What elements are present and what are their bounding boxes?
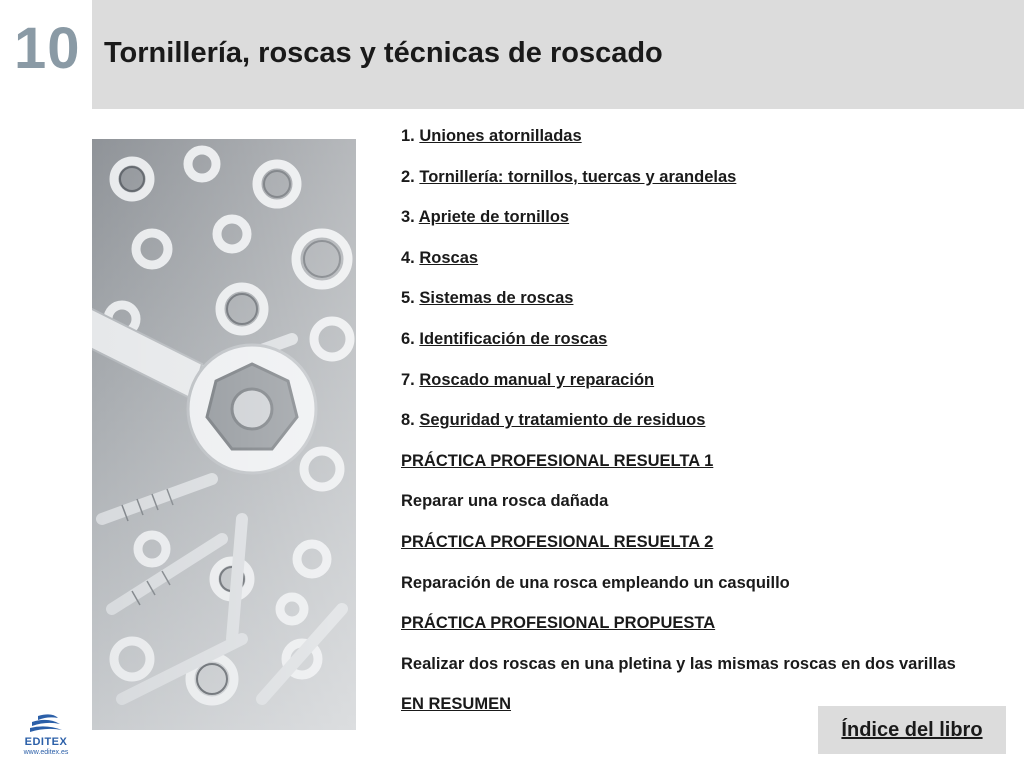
toc-item[interactable]: 5. Sistemas de roscas [401, 289, 574, 308]
toc-link-uniones-atornilladas[interactable]: Uniones atornilladas [419, 127, 582, 145]
toc-item [401, 573, 1001, 614]
chapter-number: 10 [14, 16, 81, 81]
toc-link-apriete[interactable]: Apriete de tornillos [418, 208, 570, 227]
toc-item[interactable]: 6. Identificación de roscas [401, 329, 608, 348]
logo-wordmark: EDITEX [24, 736, 68, 748]
editex-logo [18, 712, 74, 760]
toc-item[interactable]: 3. Apriete de tornillos [401, 208, 570, 227]
toc-item [401, 654, 1001, 695]
toc-link-roscado-manual[interactable]: Roscado manual y reparación [419, 370, 655, 389]
bolts-nuts-wrench-photo [92, 139, 356, 730]
toc-link-practica-resuelta-2[interactable]: PRÁCTICA PROFESIONAL RESUELTA 2 [401, 532, 714, 551]
toc-item [401, 491, 1001, 532]
toc-text-realizar-roscas: Realizar dos roscas en una pletina y las mismas roscas en dos varillas [401, 654, 956, 673]
toc-item[interactable]: 7. Roscado manual y reparación [401, 370, 655, 389]
toc-link-practica-propuesta[interactable]: PRÁCTICA PROFESIONAL PROPUESTA [401, 614, 716, 633]
book-index-button[interactable]: Índice del libro [818, 706, 1006, 754]
toc-link-identificacion[interactable]: Identificación de roscas [419, 329, 608, 348]
toc-item[interactable]: 8. Seguridad y tratamiento de residuos [401, 411, 706, 430]
toc-item[interactable] [401, 532, 1001, 573]
toc-item[interactable]: 1. Uniones atornilladas [401, 127, 582, 145]
toc-link-practica-resuelta-1[interactable]: PRÁCTICA PROFESIONAL RESUELTA 1 [401, 451, 714, 470]
toc-link-sistemas-roscas[interactable]: Sistemas de roscas [419, 289, 574, 308]
toc-link-tornilleria[interactable]: Tornillería: tornillos, tuercas y arandelas [419, 167, 737, 186]
toc-text-reparacion-casquillo: Reparación de una rosca empleando un casquillo [401, 573, 790, 592]
toc-link-roscas[interactable]: Roscas [419, 248, 479, 267]
toc-item[interactable] [401, 451, 1001, 492]
logo-url: www.editex.es [23, 749, 69, 756]
table-of-contents [401, 126, 1001, 735]
toc-link-seguridad[interactable]: Seguridad y tratamiento de residuos [419, 411, 706, 430]
toc-text-reparar-rosca: Reparar una rosca dañada [401, 492, 609, 511]
toc-item[interactable] [401, 613, 1001, 654]
toc-link-en-resumen[interactable]: EN RESUMEN [401, 695, 512, 714]
toc-item[interactable]: 2. Tornillería: tornillos, tuercas y arandelas [401, 167, 737, 186]
toc-item[interactable]: 4. Roscas [401, 248, 479, 267]
editex-logo-icon [18, 712, 74, 736]
page-title: Tornillería, roscas y técnicas de roscado [104, 37, 663, 69]
